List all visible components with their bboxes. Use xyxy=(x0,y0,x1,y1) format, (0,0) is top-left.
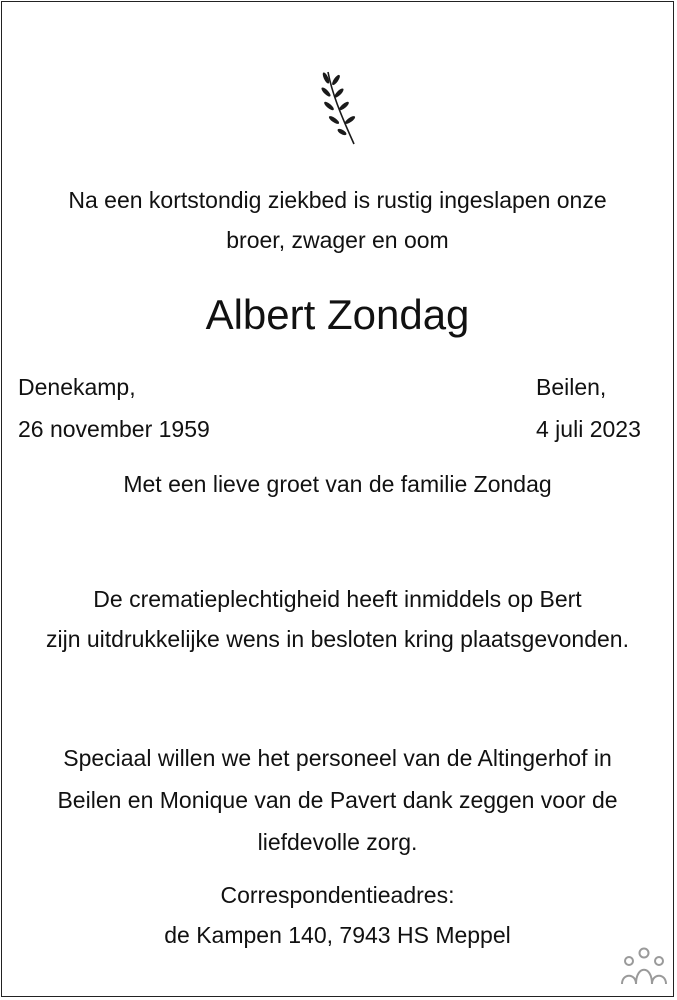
death-info xyxy=(536,366,641,450)
birth-date: 26 november 1959 xyxy=(18,416,210,442)
birth-place: Denekamp, xyxy=(18,374,136,400)
address-label: Correspondentieadres: xyxy=(220,882,455,908)
death-notice-card xyxy=(1,1,674,997)
correspondence-address xyxy=(2,875,673,955)
cremation-line-1: De crematieplechtigheid heeft inmiddels op Bert xyxy=(93,586,582,612)
people-group-icon xyxy=(620,946,668,986)
address-value: de Kampen 140, 7943 HS Meppel xyxy=(164,922,511,948)
intro-line-2: broer, zwager en oom xyxy=(226,227,449,253)
thanks-line-3: liefdevolle zorg. xyxy=(257,829,418,855)
olive-sprig-icon xyxy=(320,68,360,148)
thanks-line-2: Beilen en Monique van de Pavert dank zeggen voor de xyxy=(57,787,618,813)
family-greeting: Met een lieve groet van de familie Zondag xyxy=(123,471,552,497)
thanks-line-1: Speciaal willen we het personeel van de Altingerhof in xyxy=(63,745,612,771)
cremation-text xyxy=(2,579,673,659)
birth-info xyxy=(18,366,210,450)
intro-line-1: Na een kortstondig ziekbed is rustig ingeslapen onze xyxy=(68,187,607,213)
intro-text xyxy=(2,180,673,260)
death-date: 4 juli 2023 xyxy=(536,416,641,442)
death-place: Beilen, xyxy=(536,374,607,400)
cremation-line-2: zijn uitdrukkelijke wens in besloten kring plaatsgevonden. xyxy=(45,626,629,652)
thanks-text xyxy=(2,737,673,863)
deceased-name: Albert Zondag xyxy=(205,291,470,338)
